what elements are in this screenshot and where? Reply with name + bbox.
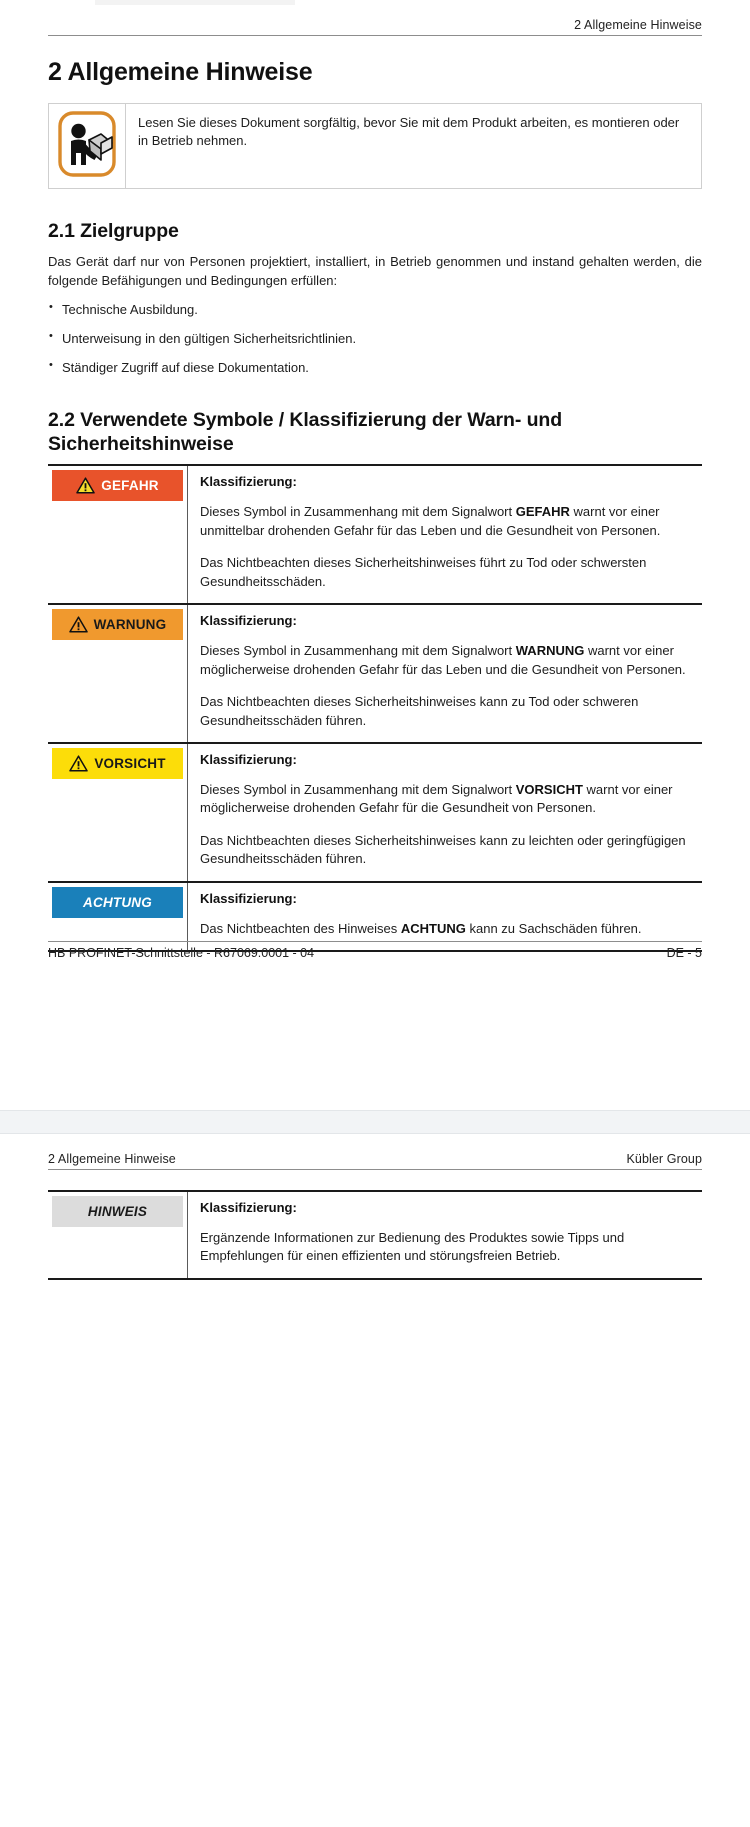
paragraph-text-pre: Dieses Symbol in Zusammenhang mit dem Signalwort bbox=[200, 782, 516, 797]
signal-word-emphasis: ACHTUNG bbox=[400, 920, 466, 936]
signal-meaning-paragraph bbox=[200, 920, 692, 938]
classification-label: Klassifizierung: bbox=[200, 474, 297, 490]
signal-description-cell-hinweis bbox=[188, 1192, 702, 1278]
signal-meaning-paragraph bbox=[200, 781, 692, 818]
list-item: • Technische Ausbildung. bbox=[48, 301, 702, 319]
signal-badge-cell-vorsicht bbox=[48, 744, 188, 881]
read-manual-icon-cell bbox=[49, 104, 126, 188]
signal-badge-cell-gefahr bbox=[48, 466, 188, 603]
running-header-page-2 bbox=[48, 1144, 702, 1170]
signal-badge-cell-warnung bbox=[48, 605, 188, 742]
page-top-band bbox=[95, 0, 295, 5]
section-2-1-intro-text: Das Gerät darf nur von Personen projektiert, installiert, in Betrieb genommen und instand gehalten werden, die folgende Befähigungen und Bedingungen erfüllen: bbox=[48, 254, 702, 289]
signal-description-cell-gefahr bbox=[188, 466, 702, 603]
paragraph-text-pre: Dieses Symbol in Zusammenhang mit dem Signalwort bbox=[200, 643, 516, 659]
signal-meaning-paragraph: Ergänzende Informationen zur Bedienung des Produktes sowie Tipps und Empfehlungen für einen effizienten und störungsfreien Betrieb. bbox=[200, 1230, 625, 1264]
page-title: 2 Allgemeine Hinweise bbox=[48, 58, 313, 86]
classification-label: Klassifizierung: bbox=[200, 752, 297, 767]
signal-word-label: VORSICHT bbox=[94, 756, 166, 771]
running-header-chapter-label: 2 Allgemeine Hinweise bbox=[48, 1152, 176, 1166]
list-item: • Ständiger Zugriff auf diese Dokumentation. bbox=[48, 359, 702, 377]
table-row bbox=[48, 744, 702, 883]
status-badge-hinweis bbox=[52, 1196, 183, 1227]
classification-label: Klassifizierung: bbox=[200, 613, 297, 629]
status-badge-gefahr bbox=[52, 470, 183, 501]
signal-meaning-paragraph bbox=[200, 503, 692, 540]
page-separator bbox=[0, 1110, 750, 1134]
paragraph-text-pre: Dieses Symbol in Zusammenhang mit dem Signalwort bbox=[200, 504, 516, 520]
running-header-company-label: Kübler Group bbox=[626, 1152, 702, 1166]
list-item: • Unterweisung in den gültigen Sicherheitsrichtlinien. bbox=[48, 330, 702, 348]
paragraph-text-pre: Das Nichtbeachten des Hinweises bbox=[200, 920, 401, 936]
signal-word-table bbox=[48, 464, 702, 952]
running-header-chapter-label: 2 Allgemeine Hinweise bbox=[574, 18, 702, 32]
signal-consequence-paragraph: Das Nichtbeachten dieses Sicherheitshinweises kann zu Tod oder schweren Gesundheitsschäden führen. bbox=[200, 694, 639, 728]
signal-meaning-paragraph bbox=[200, 642, 692, 679]
signal-consequence-paragraph: Das Nichtbeachten dieses Sicherheitshinweises führt zu Tod oder schwersten Gesundheitsschäden. bbox=[200, 555, 647, 589]
status-badge-achtung bbox=[52, 887, 183, 918]
classification-label: Klassifizierung: bbox=[200, 890, 297, 906]
signal-word-label: WARNUNG bbox=[93, 617, 167, 633]
signal-word-emphasis: GEFAHR bbox=[515, 504, 570, 520]
paragraph-text-post: warnt vor einer unmittelbar drohenden Gefahr für das Leben und die Gesundheit von Personen. bbox=[200, 504, 661, 538]
qualification-bullet-list bbox=[48, 301, 702, 378]
page-footer-1 bbox=[48, 941, 702, 960]
signal-word-emphasis: VORSICHT bbox=[515, 782, 583, 797]
person-reading-manual-icon bbox=[58, 111, 116, 182]
warning-triangle-icon bbox=[76, 477, 95, 494]
document-page-2 bbox=[0, 1134, 750, 1827]
section-heading-2-2: 2.2 Verwendete Symbole / Klassifizierung der Warn- und Sicherheitshinweise bbox=[48, 408, 563, 455]
signal-consequence-paragraph: Das Nichtbeachten dieses Sicherheitshinweises kann zu leichten oder geringfügigen Gesundheitsschäden führen. bbox=[200, 832, 686, 867]
signal-word-emphasis: WARNUNG bbox=[515, 643, 585, 659]
table-row bbox=[48, 605, 702, 744]
signal-badge-cell-hinweis bbox=[48, 1192, 188, 1278]
status-badge-warnung bbox=[52, 609, 183, 640]
page-number: DE - 5 bbox=[666, 946, 702, 960]
warning-triangle-icon bbox=[69, 755, 88, 772]
read-manual-note-text: Lesen Sie dieses Dokument sorgfältig, bevor Sie mit dem Produkt arbeiten, es montieren oder in Betrieb nehmen. bbox=[138, 115, 680, 149]
status-badge-vorsicht bbox=[52, 748, 183, 779]
warning-triangle-icon bbox=[69, 616, 88, 633]
classification-label: Klassifizierung: bbox=[200, 1200, 297, 1215]
paragraph-text-post: kann zu Sachschäden führen. bbox=[465, 920, 642, 936]
paragraph-text-post: warnt vor einer möglicherweise drohenden Gefahr für das Leben und die Gesundheit von Personen. bbox=[200, 643, 686, 677]
table-row bbox=[48, 466, 702, 605]
signal-word-label: HINWEIS bbox=[87, 1204, 148, 1219]
paragraph-text-post: warnt vor einer möglicherweise drohenden Gefahr für die Gesundheit von Personen. bbox=[200, 782, 673, 816]
signal-word-label: GEFAHR bbox=[101, 478, 159, 494]
page-2-top-margin bbox=[0, 1134, 750, 1144]
section-heading-2-1: 2.1 Zielgruppe bbox=[48, 220, 179, 242]
signal-word-table-continued bbox=[48, 1190, 702, 1280]
signal-description-cell-vorsicht bbox=[188, 744, 702, 881]
read-manual-note-box bbox=[48, 103, 702, 189]
footer-document-reference: HB PROFINET-Schnittstelle - R67069.0001 - 04 bbox=[48, 946, 315, 960]
signal-word-label: ACHTUNG bbox=[83, 894, 152, 910]
signal-description-cell-warnung bbox=[188, 605, 702, 742]
table-row bbox=[48, 1192, 702, 1280]
running-header-page-1 bbox=[48, 10, 702, 36]
